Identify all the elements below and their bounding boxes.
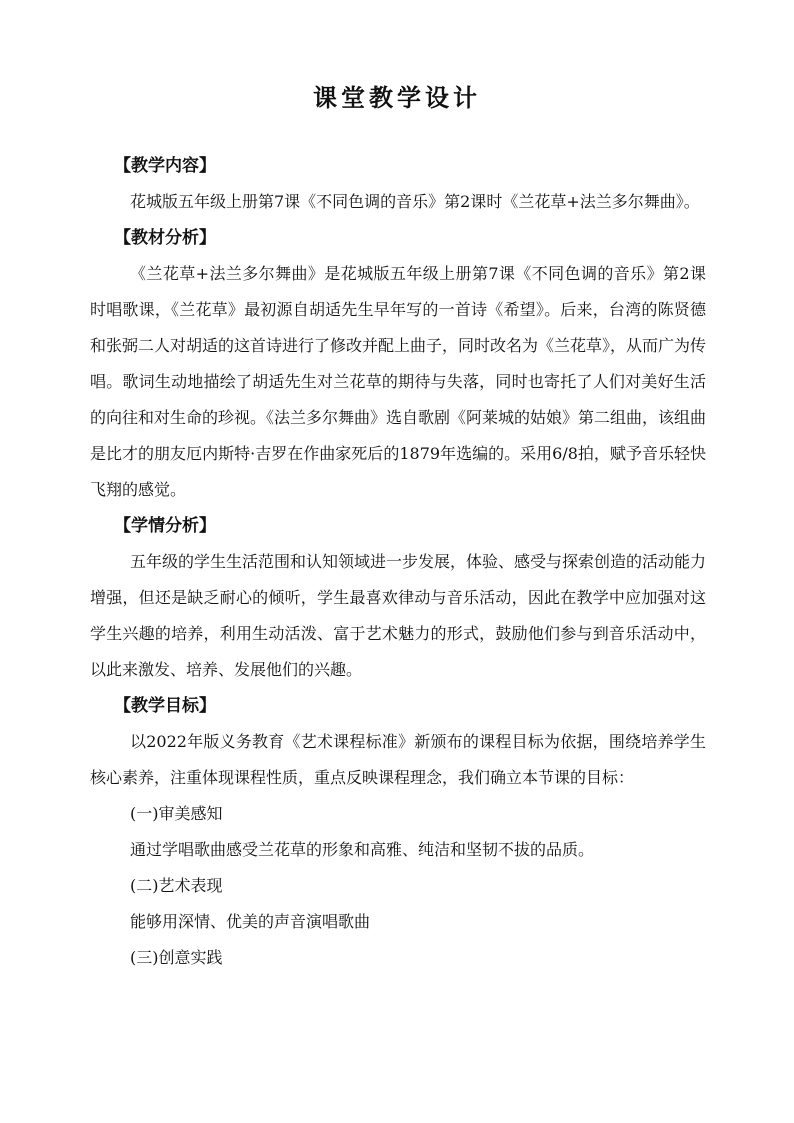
- document-body: [90, 148, 706, 976]
- page-title: 课堂教学设计: [313, 84, 481, 112]
- section-heading-content: 【教学内容】: [114, 156, 216, 176]
- section-text-content: 花城版五年级上册第7课《不同色调的音乐》第2课时《兰花草+法兰多尔舞曲》。: [130, 192, 700, 211]
- section-text-goals: 以2022年版义务教育《艺术课程标准》新颁布的课程目标为依据，围绕培养学生核心素养，注重体现课程性质，重点反映课程理念，我们确立本节课的目标：: [90, 732, 706, 787]
- section-heading-students: 【学情分析】: [114, 516, 216, 536]
- goal-text-aesthetic: 通过学唱歌曲感受兰花草的形象和高雅、纯洁和坚韧不拔的品质。: [130, 840, 595, 859]
- section-text-material: 《兰花草+法兰多尔舞曲》是花城版五年级上册第7课《不同色调的音乐》第2课时唱歌课，《兰花草》最初源自胡适先生早年写的一首诗《希望》。后来，台湾的陈贤德和张弼二人对胡适的这首诗进行了修改并配上曲子，同时改名为《兰花草》，从而广为传唱。歌词生动地描绘了胡适先生对兰花草的期待与失落，同时也寄托了人们对美好生活的向往和对生命的珍视。《法兰多尔舞曲》选自歌剧《阿莱城的姑娘》第二组曲，该组曲是比才的朋友厄内斯特·吉罗在作曲家死后的1879年选编的。采用6/8拍，赋予音乐轻快飞翔的感觉。: [90, 264, 707, 499]
- goal-text-expression: 能够用深情、优美的声音演唱歌曲: [130, 912, 371, 931]
- goal-label-expression: (二)艺术表现: [130, 876, 223, 895]
- section-heading-goals: 【教学目标】: [114, 696, 216, 716]
- section-heading-material: 【教材分析】: [114, 228, 216, 248]
- goal-label-aesthetic: (一)审美感知: [130, 804, 223, 823]
- goal-label-creative: (三)创意实践: [130, 948, 223, 967]
- section-text-students: 五年级的学生生活范围和认知领域进一步发展，体验、感受与探索创造的活动能力增强，但还是缺乏耐心的倾听，学生最喜欢律动与音乐活动，因此在教学中应加强对这学生兴趣的培养，利用生动活泼、富于艺术魅力的形式，鼓励他们参与到音乐活动中，以此来激发、培养、发展他们的兴趣。: [90, 552, 707, 679]
